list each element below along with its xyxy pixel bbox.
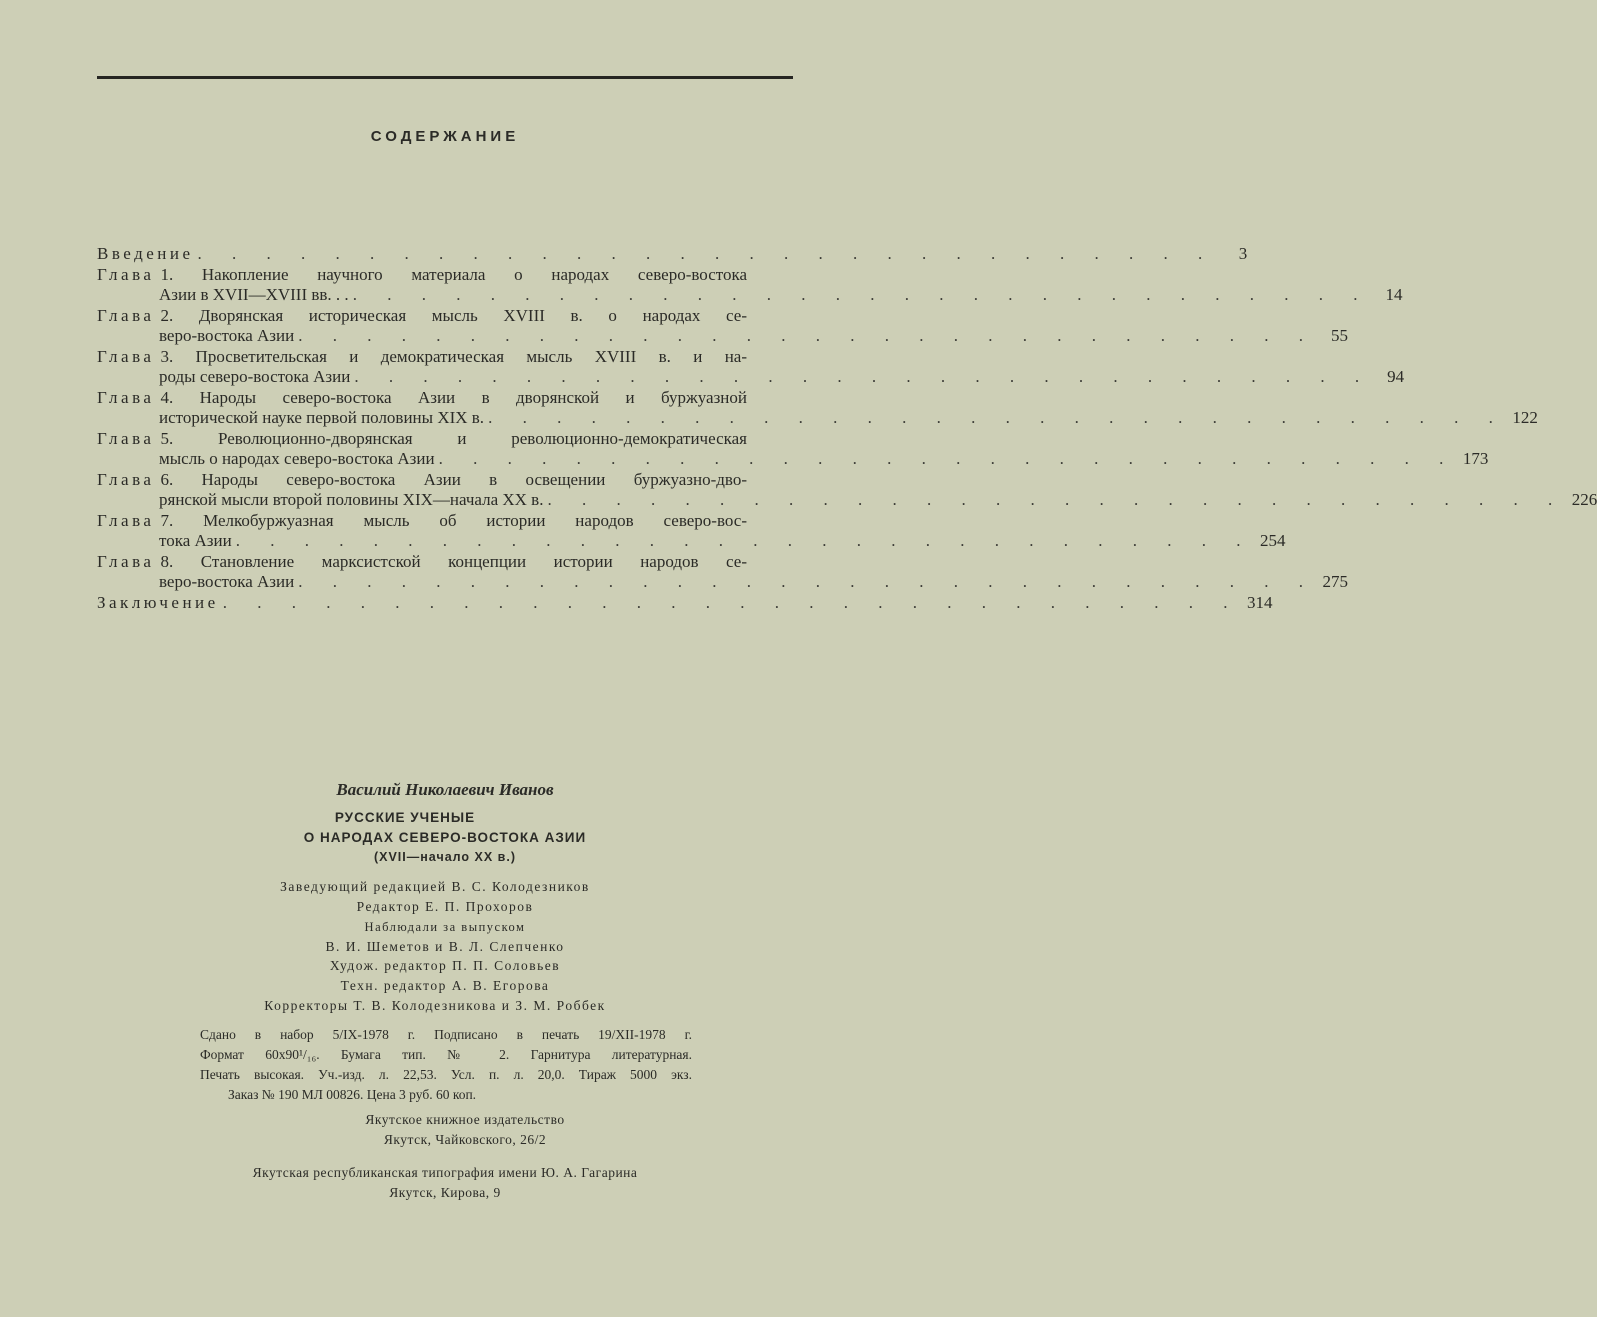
page-number: 3	[1238, 244, 1248, 263]
book-title-line1: РУССКИЕ УЧЕНЫЕ	[334, 810, 476, 825]
credit-line: Редактор Е. П. Прохоров	[356, 899, 534, 914]
toc-entry[interactable]	[97, 510, 1286, 552]
toc-entry-title: исторической науке первой половины XIX в.	[159, 408, 485, 427]
toc-entry[interactable]	[97, 244, 1248, 265]
toc-entry[interactable]	[97, 346, 1405, 388]
page-number: 173	[1462, 449, 1489, 468]
dot-leader: . . . . . . . . . . . . . . . . . . . . . . . . . . . . . .	[197, 244, 1216, 263]
toc-entry-title: 2. Дворянская историческая мысль XVIII в. о народах се-	[160, 305, 747, 325]
page-title: СОДЕРЖАНИЕ	[370, 128, 520, 145]
printer-address: Якутск, Кирова, 9	[389, 1185, 501, 1200]
toc-entry-title: мысль о народах северо-востока Азии	[159, 449, 435, 468]
toc-entry-title: Азии в XVII—XVIII вв. . .	[159, 285, 349, 304]
toc-entry[interactable]	[97, 592, 1273, 614]
imprint	[200, 1025, 692, 1105]
table-of-contents	[97, 244, 1597, 613]
publisher-address: Якутск, Чайковского, 26/2	[383, 1132, 547, 1147]
credit-line: Техн. редактор А. В. Егорова	[340, 978, 550, 993]
page-number: 314	[1246, 592, 1273, 612]
book-title-line2: О НАРОДАХ СЕВЕРО-ВОСТОКА АЗИИ	[303, 830, 587, 845]
dot-leader: . . . . . . . . . . . . . . . . . . . . . . . . . . . . . .	[354, 367, 1373, 386]
chapter-prefix: Глава	[97, 305, 155, 325]
toc-entry-title: роды северо-востока Азии	[159, 367, 351, 386]
imprint-line: Заказ № 190 МЛ 00826. Цена 3 руб. 60 коп.	[228, 1087, 477, 1102]
top-rule	[97, 76, 793, 79]
page-number: 254	[1259, 531, 1286, 550]
credit-line: Наблюдали за выпуском	[364, 920, 526, 934]
credit-line: Корректоры Т. В. Колодезникова и З. М. Роббек	[264, 998, 606, 1013]
page-number: 94	[1387, 367, 1405, 386]
toc-entry[interactable]	[97, 469, 1597, 511]
toc-entry[interactable]	[97, 305, 1348, 347]
chapter-prefix: Глава	[97, 551, 155, 571]
chapter-prefix: Глава	[97, 428, 155, 448]
chapter-prefix: Глава	[97, 510, 155, 530]
toc-entry-title: 4. Народы северо-востока Азии в дворянской и буржуазной	[160, 387, 747, 407]
toc-entry-title: 7. Мелкобуржуазная мысль об истории народов северо-вос-	[160, 510, 747, 530]
toc-entry-title: 8. Становление марксистской концепции истории народов се-	[160, 551, 747, 571]
book-subtitle: (XVII—начало XX в.)	[373, 850, 517, 864]
toc-entry-title: Заключение	[97, 592, 219, 612]
chapter-prefix: Глава	[97, 469, 155, 489]
dot-leader: . . . . . . . . . . . . . . . . . . . . . . . . . . . . . .	[298, 326, 1316, 345]
toc-entry-title: 6. Народы северо-востока Азии в освещении буржуазно-дво-	[160, 469, 747, 489]
chapter-prefix: Глава	[97, 264, 155, 284]
dot-leader: . . . . . . . . . . . . . . . . . . . . . . . . . . . . . .	[438, 449, 1457, 468]
page-number: 14	[1385, 285, 1403, 304]
imprint-line: Печать высокая. Уч.-изд. л. 22,53. Усл. п. л. 20,0. Тираж 5000 экз.	[200, 1067, 692, 1082]
imprint-line: Сдано в набор 5/IX-1978 г. Подписано в печать 19/XII-1978 г.	[200, 1027, 692, 1042]
page-number: 55	[1330, 326, 1348, 345]
chapter-prefix: Глава	[97, 387, 155, 407]
dot-leader: . . . . . . . . . . . . . . . . . . . . . . . . . . . . . .	[488, 408, 1506, 427]
toc-entry[interactable]	[97, 264, 1403, 306]
dot-leader: . . . . . . . . . . . . . . . . . . . . . . . . . . . . . .	[298, 572, 1316, 591]
chapter-prefix: Глава	[97, 346, 155, 366]
toc-entry-title: Введение	[97, 244, 194, 263]
toc-entry-title: рянской мысли второй половины XIX—начала XX в.	[159, 490, 544, 509]
credit-line: Заведующий редакцией В. С. Колодезников	[280, 879, 590, 894]
dot-leader: . . . . . . . . . . . . . . . . . . . . . . . . . . . . . .	[222, 592, 1241, 612]
book-author: Василий Николаевич Иванов	[336, 780, 554, 799]
page-number: 122	[1512, 408, 1538, 427]
page-number: 226	[1571, 490, 1597, 509]
credit-line: В. И. Шеметов и В. Л. Слепченко	[325, 939, 565, 954]
toc-entry-title: тока Азии	[159, 531, 232, 550]
dot-leader: . . . . . . . . . . . . . . . . . . . . . . . . . . . . . .	[235, 531, 1254, 550]
toc-entry[interactable]	[97, 551, 1348, 593]
toc-entry-title: веро-востока Азии	[159, 326, 295, 345]
imprint-line: Формат 60x90¹/₁₆. Бумага тип. № 2. Гарнитура литературная.	[200, 1047, 692, 1062]
toc-entry-title: веро-востока Азии	[159, 572, 295, 591]
publisher-name: Якутское книжное издательство	[365, 1112, 565, 1127]
dot-leader: . . . . . . . . . . . . . . . . . . . . . . . . . . . . . .	[352, 285, 1371, 304]
toc-entry-title: 1. Накопление научного материала о народах северо-востока	[160, 264, 747, 284]
printer-name: Якутская республиканская типография имени Ю. А. Гагарина	[252, 1165, 638, 1180]
toc-entry-title: 3. Просветительская и демократическая мысль XVIII в. и на-	[160, 346, 747, 366]
page-number: 275	[1322, 572, 1348, 591]
credit-line: Худож. редактор П. П. Соловьев	[329, 958, 561, 973]
toc-entry[interactable]	[97, 387, 1538, 429]
toc-entry[interactable]	[97, 428, 1489, 470]
toc-entry-title: 5. Революционно-дворянская и революционно-демократическая	[160, 428, 747, 448]
dot-leader: . . . . . . . . . . . . . . . . . . . . . . . . . . . . . .	[547, 490, 1566, 509]
